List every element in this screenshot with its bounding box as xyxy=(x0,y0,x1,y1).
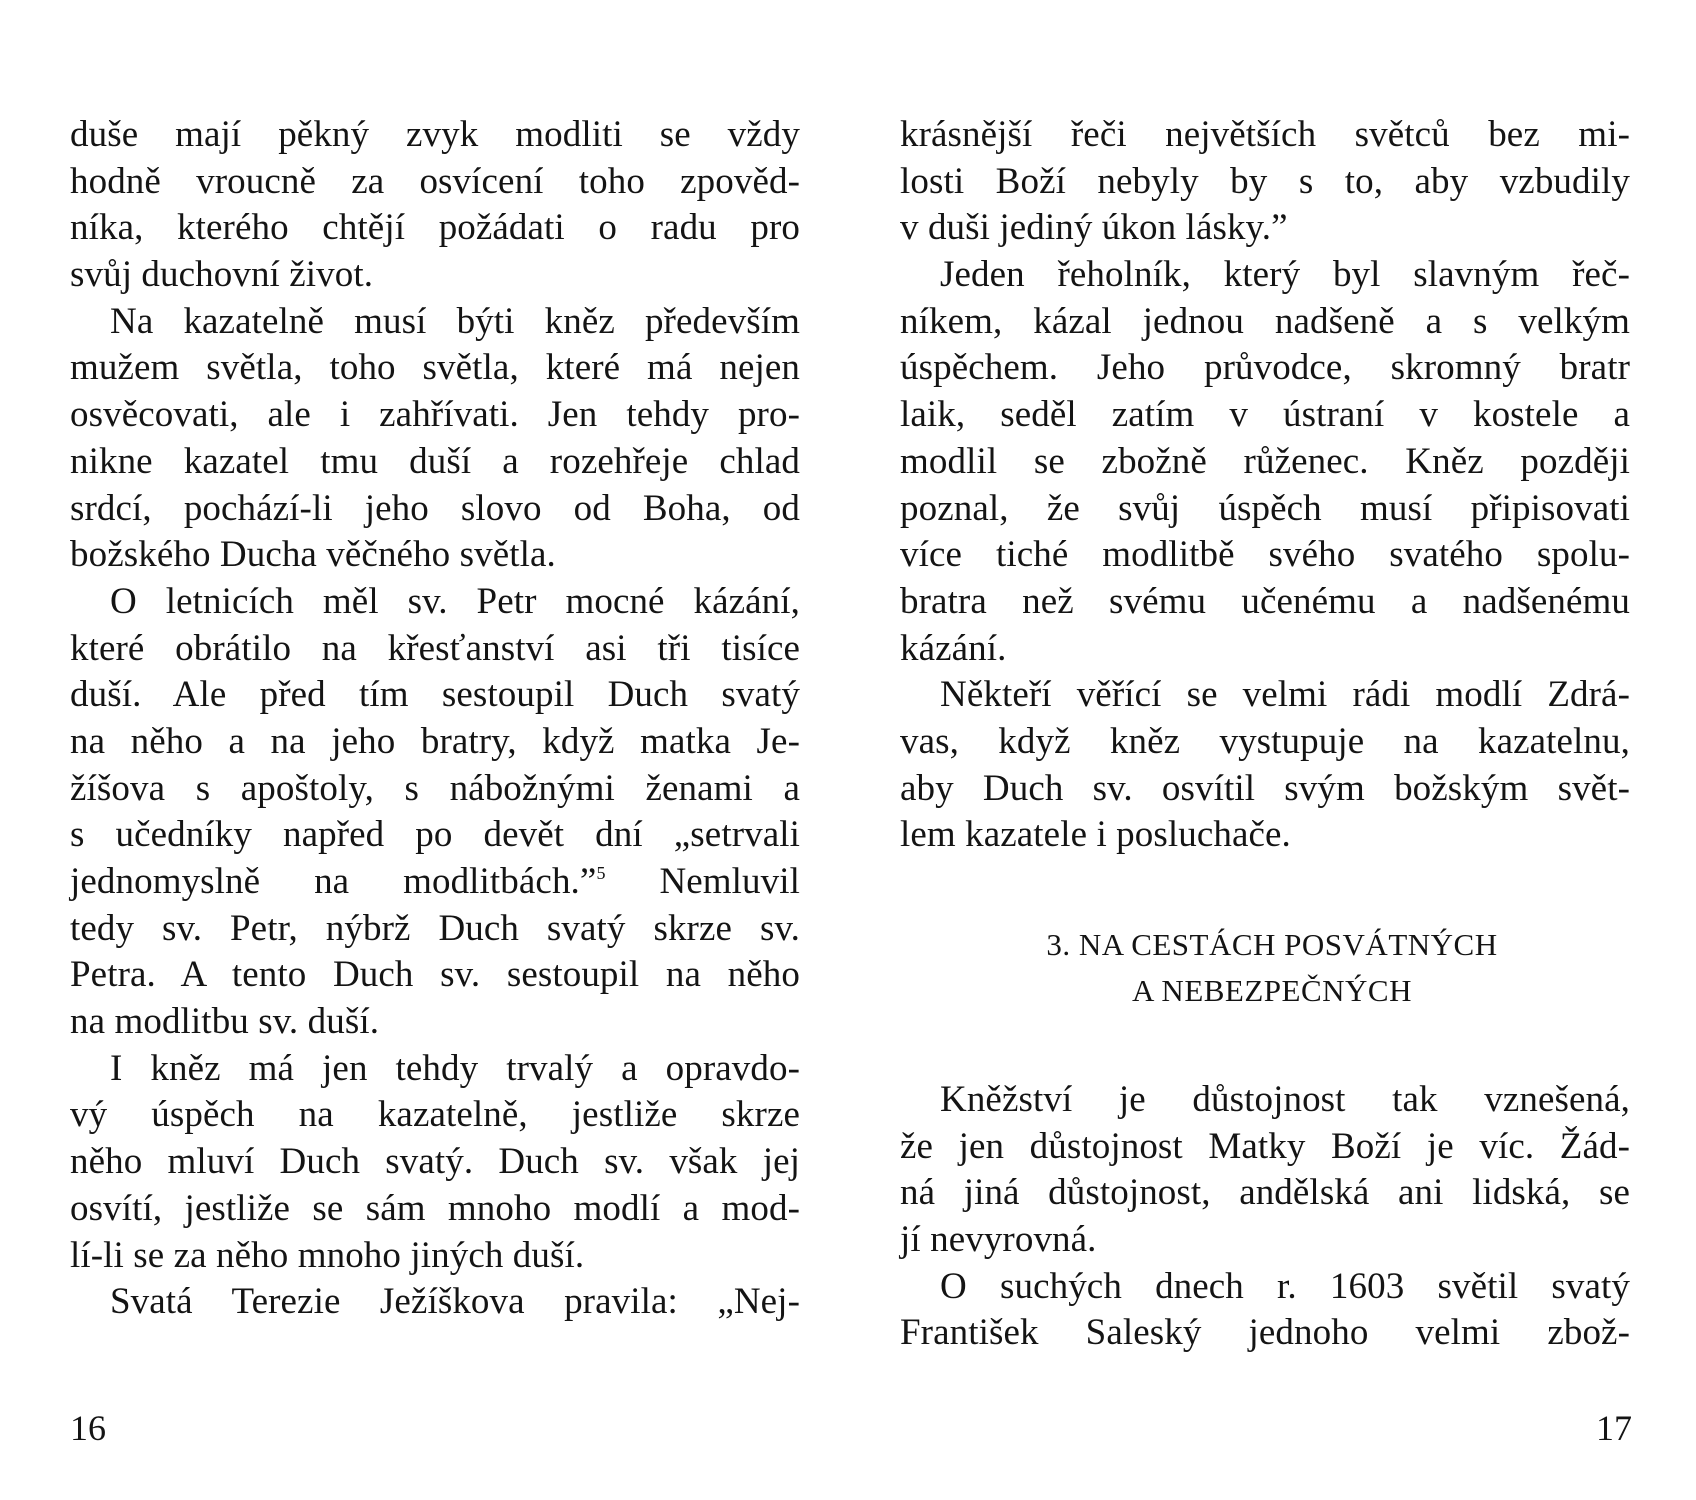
text-line: mužem světla, toho světla, které má nejen xyxy=(70,347,800,389)
text-line: poznal, že svůj úspěch musí připisovati xyxy=(900,487,1630,529)
text-line: I kněz má jen tehdy trvalý a opravdo- xyxy=(110,1047,800,1089)
chapter-heading xyxy=(848,922,1696,1014)
text-line: O letnicích měl sv. Petr mocné kázání, xyxy=(110,580,800,622)
text-line: Petra. A tento Duch sv. sestoupil na něho xyxy=(70,954,800,996)
text-line: laik, seděl zatím v ústraní v kostele a xyxy=(900,394,1630,436)
chapter-heading-line-2: A NEBEZPEČNÝCH xyxy=(1132,973,1412,1008)
text-line: tedy sv. Petr, nýbrž Duch svatý skrze sv. xyxy=(70,907,800,949)
text-line: bratra než svému učenému a nadšenému xyxy=(900,580,1630,622)
text-line xyxy=(70,859,800,906)
text-line: v duši jediný úkon lásky.” xyxy=(900,207,1288,249)
left-page-text xyxy=(70,112,800,1326)
text-line-segment: Nemluvil xyxy=(605,861,801,902)
text-line: božského Ducha věčného světla. xyxy=(70,534,556,576)
text-line: lem kazatele i posluchače. xyxy=(900,814,1291,856)
text-line: vas, když kněz vystupuje na kazatelnu, xyxy=(900,720,1630,762)
text-line: hodně vroucně za osvícení toho zpověd- xyxy=(70,160,800,202)
text-line: osvěcovati, ale i zahřívati. Jen tehdy pro- xyxy=(70,394,800,436)
text-line: více tiché modlitbě svého svatého spolu- xyxy=(900,534,1630,576)
text-line: ná jiná důstojnost, andělská ani lidská, se xyxy=(900,1172,1630,1214)
text-line: krásnější řeči největších světců bez mi- xyxy=(900,114,1630,155)
right-page-text-after-heading xyxy=(900,1077,1630,1357)
text-line: Na kazatelně musí býti kněz především xyxy=(110,300,800,342)
footnote-marker: 5 xyxy=(596,863,606,883)
left-page-number: 16 xyxy=(70,1408,106,1448)
text-line: které obrátilo na křesťanství asi tři tisíce xyxy=(70,627,800,669)
text-line: Někteří věřící se velmi rádi modlí Zdrá- xyxy=(940,674,1630,716)
chapter-heading-line-1: 3. NA CESTÁCH POSVÁTNÝCH xyxy=(1046,927,1498,962)
right-page-number: 17 xyxy=(1596,1408,1632,1448)
text-line: kázání. xyxy=(900,627,1007,669)
text-line: Svatá Terezie Ježíškova pravila: „Nej- xyxy=(110,1281,800,1323)
text-line: O suchých dnech r. 1603 světil svatý xyxy=(940,1265,1630,1307)
text-line: duše mají pěkný zvyk modliti se vždy xyxy=(70,114,800,155)
text-line: vý úspěch na kazatelně, jestliže skrze xyxy=(70,1094,800,1136)
right-page-text xyxy=(900,112,1630,859)
text-line: na něho a na jeho bratry, když matka Je- xyxy=(70,720,800,762)
text-line: losti Boží nebyly by s to, aby vzbudily xyxy=(900,160,1630,202)
text-line: na modlitbu sv. duší. xyxy=(70,1001,380,1043)
text-line-segment: jednomyslně na modlitbách.” xyxy=(70,861,597,902)
text-line: nikne kazatel tmu duší a rozehřeje chlad xyxy=(70,440,800,482)
text-line: lí-li se za něho mnoho jiných duší. xyxy=(70,1234,585,1276)
text-line: Kněžství je důstojnost tak vznešená, xyxy=(940,1079,1630,1120)
text-line: Jeden řeholník, který byl slavným řeč- xyxy=(940,254,1630,296)
text-line: osvítí, jestliže se sám mnoho modlí a mod- xyxy=(70,1187,800,1229)
text-line: František Saleský jednoho velmi zbož- xyxy=(900,1312,1630,1354)
text-line: níkem, kázal jednou nadšeně a s velkým xyxy=(900,300,1630,342)
text-line: s učedníky napřed po devět dní „setrvali xyxy=(70,814,800,856)
text-line: že jen důstojnost Matky Boží je víc. Žád- xyxy=(900,1125,1630,1167)
text-line: úspěchem. Jeho průvodce, skromný bratr xyxy=(900,347,1630,389)
text-line: jí nevyrovná. xyxy=(900,1219,1097,1261)
text-line: níka, kterého chtějí požádati o radu pro xyxy=(70,207,800,249)
text-line: srdcí, pochází-li jeho slovo od Boha, od xyxy=(70,487,800,529)
text-line: svůj duchovní život. xyxy=(70,254,374,296)
text-line: duší. Ale před tím sestoupil Duch svatý xyxy=(70,674,800,716)
text-line: žíšova s apoštoly, s nábožnými ženami a xyxy=(70,767,800,809)
text-line: modlil se zbožně růženec. Kněz později xyxy=(900,440,1630,482)
right-page xyxy=(848,0,1696,1500)
text-line: něho mluví Duch svatý. Duch sv. však jej xyxy=(70,1141,800,1183)
text-line: aby Duch sv. osvítil svým božským svět- xyxy=(900,767,1630,809)
